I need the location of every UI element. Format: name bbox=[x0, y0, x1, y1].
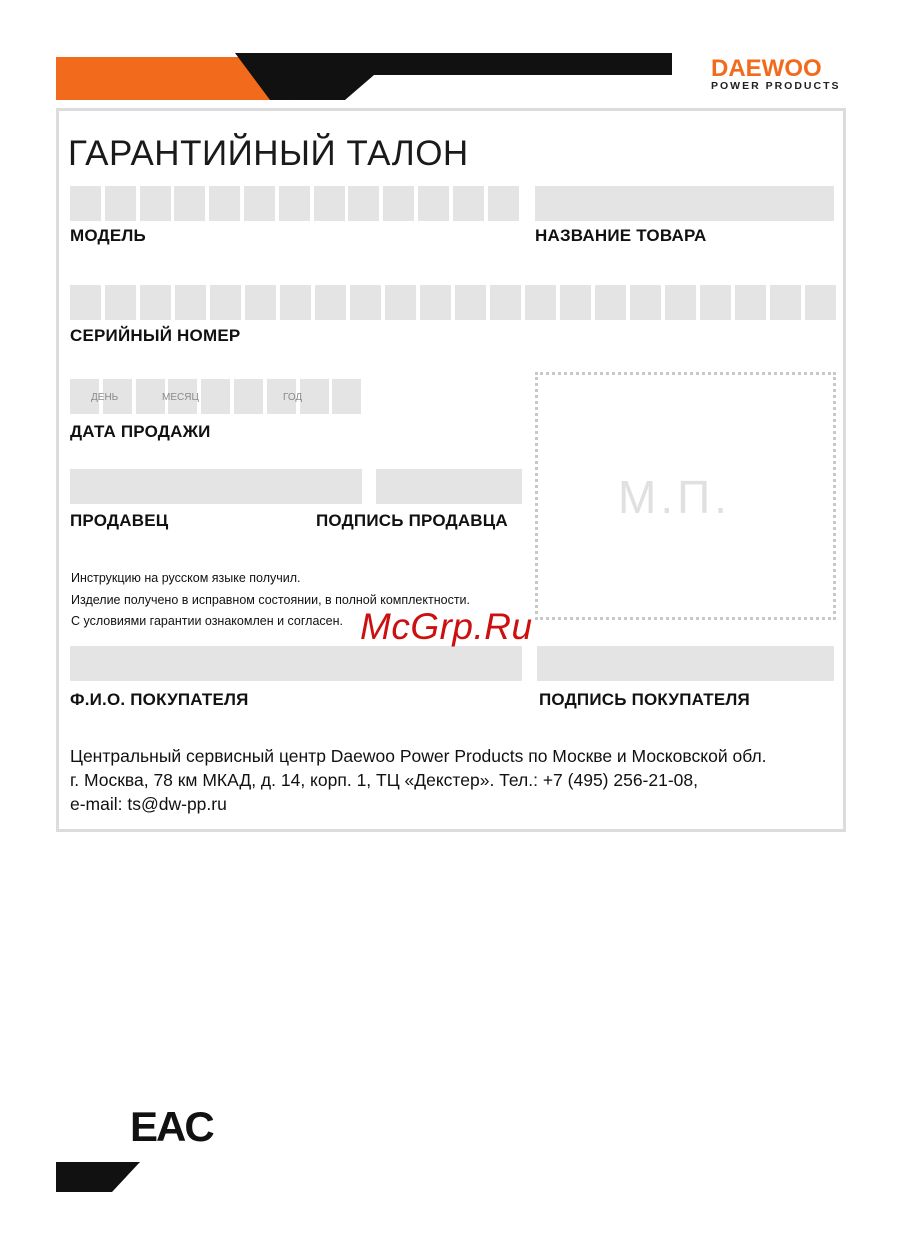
serial-char-cell[interactable] bbox=[525, 285, 556, 320]
model-char-cell[interactable] bbox=[174, 186, 205, 221]
serial-char-cell[interactable] bbox=[595, 285, 626, 320]
model-char-cell[interactable] bbox=[209, 186, 240, 221]
model-char-cell[interactable] bbox=[70, 186, 101, 221]
buyer-signature-field[interactable] bbox=[537, 646, 834, 681]
model-char-cell[interactable] bbox=[348, 186, 379, 221]
brand-tagline: POWER PRODUCTS bbox=[711, 80, 841, 92]
date-char-cell[interactable] bbox=[201, 379, 230, 414]
model-char-cell[interactable] bbox=[140, 186, 171, 221]
model-char-cell[interactable] bbox=[453, 186, 484, 221]
page-title: ГАРАНТИЙНЫЙ ТАЛОН bbox=[68, 134, 469, 173]
model-label: МОДЕЛЬ bbox=[70, 226, 146, 245]
serial-char-cell[interactable] bbox=[175, 285, 206, 320]
model-char-cell[interactable] bbox=[383, 186, 414, 221]
service-center-line-2: г. Москва, 78 км МКАД, д. 14, корп. 1, ТЦ «Декстер». Тел.: +7 (495) 256-21-08, bbox=[70, 770, 699, 790]
seller-signature-field[interactable] bbox=[376, 469, 522, 504]
date-char-cell[interactable] bbox=[136, 379, 165, 414]
serial-char-cell[interactable] bbox=[560, 285, 591, 320]
serial-char-cell[interactable] bbox=[420, 285, 451, 320]
brand-logo: DAEWOO bbox=[711, 55, 822, 82]
day-hint: ДЕНЬ bbox=[91, 392, 119, 403]
buyer-signature-label: ПОДПИСЬ ПОКУПАТЕЛЯ bbox=[539, 690, 750, 709]
confirmation-line-3: С условиями гарантии ознакомлен и согласен. bbox=[71, 614, 343, 628]
service-center-line-1: Центральный сервисный центр Daewoo Power Products по Москве и Московской обл. bbox=[70, 746, 767, 766]
service-center-email: e-mail: ts@dw-pp.ru bbox=[70, 794, 227, 814]
serial-char-cell[interactable] bbox=[385, 285, 416, 320]
serial-char-cell[interactable] bbox=[105, 285, 136, 320]
model-char-cell[interactable] bbox=[488, 186, 519, 221]
serial-char-cell[interactable] bbox=[735, 285, 766, 320]
eac-certification-mark: EAC bbox=[130, 1103, 213, 1150]
serial-char-cell[interactable] bbox=[770, 285, 801, 320]
seller-field[interactable] bbox=[70, 469, 362, 504]
date-char-cell[interactable] bbox=[332, 379, 361, 414]
watermark: McGrp.Ru bbox=[360, 606, 533, 647]
month-hint: МЕСЯЦ bbox=[162, 392, 199, 403]
model-char-cell[interactable] bbox=[279, 186, 310, 221]
confirmation-line-1: Инструкцию на русском языке получил. bbox=[71, 571, 301, 585]
year-hint: ГОД bbox=[283, 392, 303, 403]
model-char-cell[interactable] bbox=[105, 186, 136, 221]
serial-char-cell[interactable] bbox=[630, 285, 661, 320]
serial-char-cell[interactable] bbox=[70, 285, 101, 320]
serial-char-cell[interactable] bbox=[280, 285, 311, 320]
date-char-cell[interactable] bbox=[300, 379, 329, 414]
product-name-field[interactable] bbox=[535, 186, 834, 221]
serial-label: СЕРИЙНЫЙ НОМЕР bbox=[70, 326, 241, 345]
serial-char-cell[interactable] bbox=[490, 285, 521, 320]
buyer-name-label: Ф.И.О. ПОКУПАТЕЛЯ bbox=[70, 690, 249, 709]
model-char-cell[interactable] bbox=[314, 186, 345, 221]
seller-label: ПРОДАВЕЦ bbox=[70, 511, 169, 530]
model-char-cell[interactable] bbox=[244, 186, 275, 221]
serial-char-cell[interactable] bbox=[315, 285, 346, 320]
seller-signature-label: ПОДПИСЬ ПРОДАВЦА bbox=[316, 511, 508, 530]
serial-char-cell[interactable] bbox=[245, 285, 276, 320]
product-name-label: НАЗВАНИЕ ТОВАРА bbox=[535, 226, 707, 245]
buyer-name-field[interactable] bbox=[70, 646, 522, 681]
serial-char-cell[interactable] bbox=[665, 285, 696, 320]
date-char-cell[interactable] bbox=[234, 379, 263, 414]
footer-corner-tab bbox=[0, 1150, 160, 1200]
serial-char-cell[interactable] bbox=[805, 285, 836, 320]
sale-date-label: ДАТА ПРОДАЖИ bbox=[70, 422, 211, 441]
serial-char-cell[interactable] bbox=[700, 285, 731, 320]
serial-char-cell[interactable] bbox=[350, 285, 381, 320]
model-char-cell[interactable] bbox=[418, 186, 449, 221]
stamp-placeholder: М.П. bbox=[618, 471, 731, 523]
serial-char-cell[interactable] bbox=[455, 285, 486, 320]
confirmation-line-2: Изделие получено в исправном состоянии, в полной комплектности. bbox=[71, 593, 470, 607]
serial-char-cell[interactable] bbox=[210, 285, 241, 320]
serial-char-cell[interactable] bbox=[140, 285, 171, 320]
